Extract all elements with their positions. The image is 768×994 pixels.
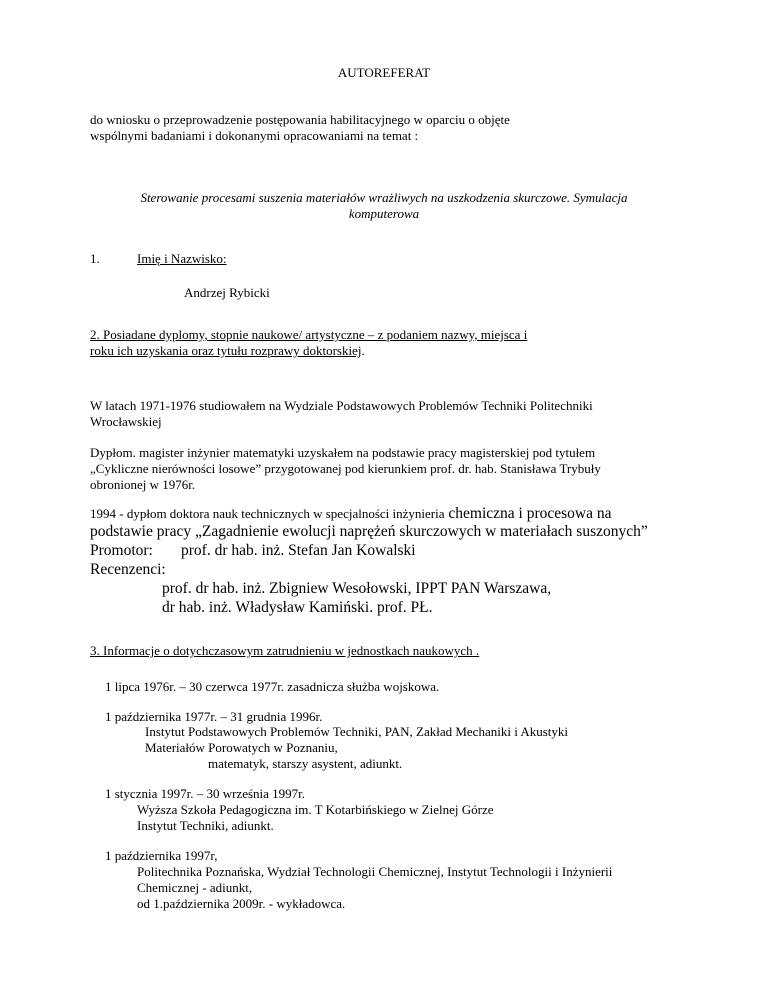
job-4-line-3: od 1.października 2009r. - wykładowca.	[137, 896, 346, 911]
section-2-heading-dot: .	[361, 343, 365, 358]
job-4-line-2: Chemicznej - adiunkt,	[137, 880, 253, 895]
job-3-line-1: Wyższa Szkoła Pedagogiczna im. T Kotarbińskiego w Zielnej Górze	[137, 802, 494, 817]
topic-line-2: komputerowa	[348, 206, 420, 221]
reviewer-1: prof. dr hab. inż. Zbigniew Wesołowski, IPPT PAN Warszawa,	[162, 580, 552, 597]
phd-line-2: podstawie pracy „Zagadnienie ewolucji naprężeń skurczowych w materiałach suszonych”	[90, 523, 648, 540]
section-2-heading-line-1: 2. Posiadane dyplomy, stopnie naukowe/ artystyczne – z podaniem nazwy, miejsca i	[90, 327, 528, 342]
section-1-heading: Imię i Nazwisko:	[137, 251, 227, 266]
reviewer-2: dr hab. inż. Władysław Kamiński. prof. PŁ.	[162, 599, 433, 616]
studies-line-2: Wrocławskiej	[90, 414, 162, 429]
job-2-line-1: Instytut Podstawowych Problemów Techniki, PAN, Zakład Mechaniki i Akustyki	[145, 724, 569, 739]
phd-line-1-big: chemiczna i procesowa na	[444, 505, 612, 522]
reviewers-label: Recenzenci:	[90, 561, 166, 578]
job-1: 1 lipca 1976r. – 30 czerwca 1977r. zasadnicza służba wojskowa.	[105, 679, 440, 694]
person-name: Andrzej Rybicki	[184, 285, 270, 300]
phd-line-1	[90, 504, 612, 523]
intro-line-1: do wniosku o przeprowadzenie postępowania habilitacyjnego w oparciu o objęte	[90, 112, 510, 127]
section-1-number: 1.	[90, 251, 100, 266]
section-3-heading: 3. Informacje o dotychczasowym zatrudnieniu w jednostkach naukowych .	[90, 643, 480, 658]
job-2-dates: 1 października 1977r. – 31 grudnia 1996r.	[105, 709, 323, 724]
job-2-line-2: Materiałów Porowatych w Poznaniu,	[145, 740, 338, 755]
promotor-label: Promotor:	[90, 542, 153, 559]
job-3-dates: 1 stycznia 1997r. – 30 września 1997r.	[105, 786, 306, 801]
diploma-line-3: obronionej w 1976r.	[90, 477, 196, 492]
topic-line-1: Sterowanie procesami suszenia materiałów wrażliwych na uszkodzenia skurczowe. Symulacja	[140, 190, 628, 205]
document-title: AUTOREFERAT	[337, 65, 431, 80]
intro-line-2: wspólnymi badaniami i dokonanymi opracowaniami na temat :	[90, 128, 419, 143]
section-2-heading-line-2-text: roku ich uzyskania oraz tytułu rozprawy doktorskiej	[90, 343, 362, 358]
promotor-name: prof. dr hab. inż. Stefan Jan Kowalski	[181, 542, 416, 559]
job-3-line-2: Instytut Techniki, adiunkt.	[137, 818, 274, 833]
job-2-line-3: matematyk, starszy asystent, adiunkt.	[208, 756, 403, 771]
job-4-dates: 1 października 1997r,	[105, 848, 218, 863]
job-4-line-1: Politechnika Poznańska, Wydział Technologii Chemicznej, Instytut Technologii i Inżynierii	[137, 864, 613, 879]
diploma-line-1: Dypłom. magister inżynier matematyki uzyskałem na podstawie pracy magisterskiej pod tytułem	[90, 445, 596, 460]
studies-line-1: W latach 1971-1976 studiowałem na Wydziale Podstawowych Problemów Techniki Politechniki	[90, 398, 593, 413]
diploma-line-2: „Cykliczne nierówności losowe” przygotowanej pod kierunkiem prof. dr. hab. Stanisława Trybuły	[90, 461, 601, 476]
section-2-heading-line-2	[90, 342, 365, 359]
phd-line-1-small: 1994 - dypłom doktora nauk technicznych w specjalności inżynieria	[90, 506, 445, 521]
